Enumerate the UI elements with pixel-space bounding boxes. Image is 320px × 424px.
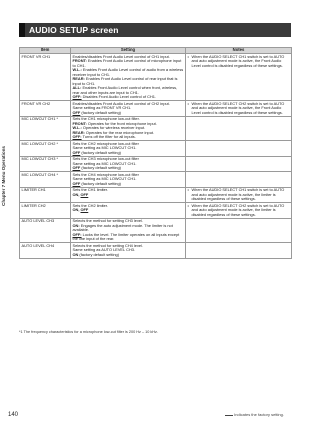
- setting-text: Turns off the filter for all inputs.: [81, 134, 136, 139]
- setting-text: Operates for wireless receiver input.: [81, 125, 146, 130]
- setting-keyword: OFF: [72, 149, 81, 155]
- setting-cell: [71, 218, 186, 243]
- note-text: When the AUDIO SELECT CH1 switch is set to AUTO and auto adjustment mode is active, the Front Audio Level control is disabled regardless of these settings.: [191, 53, 285, 68]
- setting-keyword: FRONT:: [72, 120, 87, 126]
- setting-line: [73, 111, 184, 116]
- setting-cell: [71, 203, 186, 219]
- notes-cell: [186, 141, 292, 157]
- setting-text: Sets the CH1 microphone low-cut filter.: [72, 116, 140, 121]
- setting-keyword: OFF: [72, 109, 81, 115]
- setting-text: (factory default setting): [80, 109, 121, 115]
- item-cell: FRONT VR CH1: [20, 54, 71, 101]
- note-line: [188, 55, 290, 69]
- setting-text: Sets the CH4 microphone low-cut filter: [72, 171, 139, 177]
- notes-cell: [186, 101, 292, 117]
- notes-cell: [186, 218, 292, 243]
- column-header-item: Item: [20, 48, 71, 54]
- table-row: [20, 156, 292, 172]
- setting-text: (factory default setting): [80, 149, 121, 155]
- bullet-icon: •: [187, 100, 189, 106]
- footnote: *1 The frequency characteristics for a microphone low-cut filter is 200 Hz – 10 kHz.: [19, 330, 158, 334]
- notes-cell: [186, 243, 292, 259]
- factory-legend-text: Indicates the factory setting.: [234, 412, 284, 417]
- setting-text: Enables Front Audio Level control of rear input that is input to CH1.: [72, 76, 178, 86]
- setting-cell: [71, 101, 186, 117]
- setting-text: Sets the CH2 microphone low-cut filter: [72, 140, 139, 146]
- setting-text: Selects the method for setting CH3 level.: [72, 218, 143, 223]
- setting-cell: [71, 172, 186, 188]
- setting-keyword: OFF:: [72, 94, 82, 99]
- note-line: [188, 188, 290, 202]
- setting-line: [73, 253, 184, 258]
- setting-line: [73, 193, 184, 198]
- bullet-icon: •: [187, 202, 189, 208]
- note-text: When the AUDIO SELECT CH2 switch is set to AUTO and auto adjustment mode is active, the Front Audio Level control is disabled regardless of these settings.: [191, 100, 285, 115]
- setting-keyword: OFF: [80, 207, 89, 212]
- setting-keyword: REAR:: [72, 76, 85, 81]
- setting-keyword: ALL:: [72, 85, 82, 90]
- setting-text: Same setting as FRONT VR CH1.: [72, 105, 132, 110]
- table-row: [20, 54, 292, 101]
- factory-setting-legend: [225, 412, 284, 417]
- setting-keyword: ON,: [72, 207, 81, 212]
- setting-text: Engages the auto adjustment mode. The limiter is not available.: [72, 222, 173, 232]
- setting-text: Same setting as MIC LOWCUT CH1.: [72, 145, 137, 150]
- table-row: [20, 116, 292, 141]
- setting-text: (factory default setting): [78, 251, 119, 257]
- setting-text: Same setting as MIC LOWCUT CH1.: [72, 160, 137, 166]
- item-cell: MIC LOWCUT CH1 *: [20, 116, 71, 141]
- table-row: [20, 243, 292, 259]
- setting-keyword: OFF: [80, 191, 89, 197]
- setting-keyword: W.L.:: [72, 125, 82, 130]
- setting-text: Enables/disables Front Audio Level control of CH1 input.: [72, 53, 170, 59]
- setting-keyword: FRONT:: [72, 58, 87, 63]
- setting-text: Enables Front Audio Level control of microphone input to CH1.: [72, 58, 182, 68]
- notes-cell: [186, 156, 292, 172]
- setting-cell: [71, 156, 186, 172]
- setting-keyword: ON,: [72, 191, 81, 197]
- setting-text: Locks the level. The limiter operates on all inputs except the line input of the rear.: [72, 231, 180, 241]
- item-cell: AUTO LEVEL CH3: [20, 218, 71, 243]
- item-cell: MIC LOWCUT CH3 *: [20, 156, 71, 172]
- setting-text: Disables Front Audio Level control of CH1.: [81, 94, 156, 99]
- setting-text: Sets the CH3 microphone low-cut filter: [72, 156, 139, 161]
- setting-text: (factory default setting): [80, 180, 121, 186]
- item-cell: MIC LOWCUT CH2 *: [20, 141, 71, 157]
- notes-cell: [186, 172, 292, 188]
- setting-line: [73, 182, 184, 187]
- note-text: When the AUDIO SELECT CH2 switch is set to AUTO and auto adjustment mode is active, the limiter is disabled regardless of these settings.: [191, 202, 285, 217]
- table-body: [20, 54, 292, 259]
- item-cell: LIMITER CH2: [20, 203, 71, 219]
- chapter-side-label: Chapter 7 Menu Operations: [1, 146, 6, 206]
- setting-text: Operates for the front microphone input.: [86, 120, 157, 126]
- setting-keyword: ON:: [72, 222, 80, 228]
- setting-line: [73, 166, 184, 171]
- table-row: [20, 218, 292, 243]
- notes-cell: [186, 54, 292, 101]
- setting-text: Same setting as AUTO LEVEL CH3.: [72, 247, 135, 252]
- table-row: [20, 203, 292, 219]
- notes-cell: [186, 187, 292, 203]
- setting-line: [73, 233, 184, 242]
- setting-keyword: OFF:: [72, 134, 82, 139]
- table-row: [20, 187, 292, 203]
- bullet-icon: •: [187, 187, 189, 192]
- item-cell: AUTO LEVEL CH4: [20, 243, 71, 259]
- setting-cell: [71, 243, 186, 259]
- bullet-icon: •: [187, 53, 189, 59]
- setting-keyword: OFF:: [72, 231, 82, 237]
- section-header: [19, 23, 291, 37]
- setting-text: Enables/disables Front Audio Level control of CH2 input.: [72, 100, 170, 106]
- notes-cell: [186, 116, 292, 141]
- setting-text: Enables Front Audio Level control when front, wireless, rear and other inputs are input to CH1.: [72, 85, 178, 95]
- setting-text: Sets the CH1 limiter.: [72, 187, 108, 192]
- factory-underline-sample: [225, 415, 233, 416]
- setting-cell: [71, 54, 186, 101]
- note-line: [188, 204, 290, 218]
- column-header-notes: Notes: [186, 48, 292, 54]
- setting-line: [73, 135, 184, 140]
- table-row: [20, 101, 292, 117]
- note-line: [188, 102, 290, 116]
- setting-text: Same setting as MIC LOWCUT CH1.: [72, 176, 137, 181]
- setting-keyword: OFF: [72, 180, 81, 186]
- setting-line: [73, 208, 184, 213]
- settings-table: [19, 47, 292, 259]
- setting-keyword: ON: [72, 251, 79, 257]
- setting-text: Enables Front Audio Level control of audio from a wireless receiver input to CH1.: [72, 67, 184, 77]
- setting-cell: [71, 116, 186, 141]
- section-title: AUDIO SETUP screen: [29, 25, 119, 35]
- setting-text: Selects the method for setting CH4 level.: [72, 242, 143, 248]
- setting-keyword: W.L.:: [72, 67, 82, 72]
- setting-cell: [71, 187, 186, 203]
- header-marker: [19, 23, 25, 37]
- setting-line: [73, 151, 184, 156]
- notes-cell: [186, 203, 292, 219]
- setting-text: (factory default setting): [80, 165, 121, 170]
- setting-text: Sets the CH2 limiter.: [72, 202, 108, 208]
- note-text: When the AUDIO SELECT CH1 switch is set to AUTO and auto adjustment mode is active, the limiter is disabled regardless of these settings.: [191, 187, 285, 201]
- item-cell: LIMITER CH1: [20, 187, 71, 203]
- column-header-setting: Setting: [71, 48, 186, 54]
- setting-line: [73, 95, 184, 100]
- setting-text: Operates for the rear microphone input.: [84, 129, 155, 135]
- page-number: 140: [8, 412, 19, 418]
- table-row: [20, 172, 292, 188]
- setting-keyword: REAR:: [72, 129, 85, 135]
- item-cell: MIC LOWCUT CH4 *: [20, 172, 71, 188]
- setting-cell: [71, 141, 186, 157]
- setting-keyword: OFF: [72, 165, 81, 170]
- item-cell: FRONT VR CH2: [20, 101, 71, 117]
- table-row: [20, 141, 292, 157]
